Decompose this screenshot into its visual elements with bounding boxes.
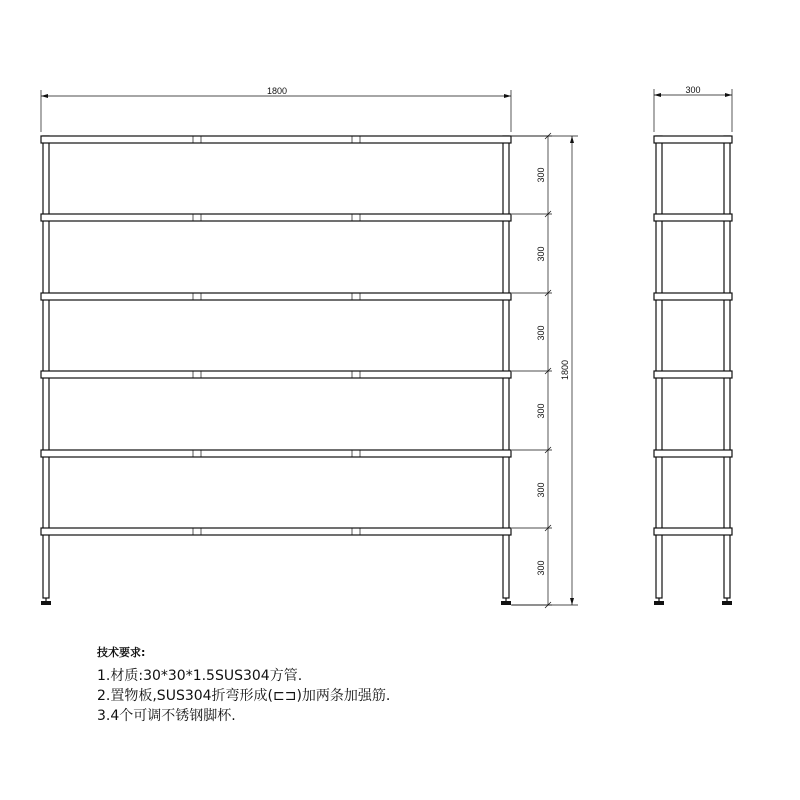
front-view xyxy=(41,136,511,605)
side-shelf xyxy=(654,371,732,378)
shelf-board xyxy=(41,293,511,300)
notes-title: 技术要求: xyxy=(97,646,146,659)
side-shelf xyxy=(654,450,732,457)
adjustable-foot xyxy=(41,601,51,605)
front-width-dimension: 1800 xyxy=(266,86,288,96)
adjustable-foot xyxy=(654,601,664,605)
side-depth-dimension: 300 xyxy=(685,85,701,95)
note-feet: 3.4个可调不锈钢脚杯. xyxy=(97,708,236,724)
front-height-dimension: 1800 xyxy=(560,359,570,381)
shelf-board xyxy=(41,136,511,143)
side-shelf xyxy=(654,528,732,535)
adjustable-foot xyxy=(722,601,732,605)
shelf-board xyxy=(41,214,511,221)
spacing-dimension: 300 xyxy=(536,167,546,183)
spacing-dimension: 300 xyxy=(536,246,546,262)
side-shelf xyxy=(654,293,732,300)
shelf-board xyxy=(41,450,511,457)
note-shelf-board: 2.置物板,SUS304折弯形成(⊏⊐)加两条加强筋. xyxy=(97,688,391,704)
shelf-board xyxy=(41,528,511,535)
side-shelf xyxy=(654,136,732,143)
spacing-dimension: 300 xyxy=(536,403,546,419)
spacing-dimension: 300 xyxy=(536,325,546,341)
side-shelf xyxy=(654,214,732,221)
technical-requirements xyxy=(97,644,390,726)
spacing-dimension: 300 xyxy=(536,560,546,576)
spacing-dimension: 300 xyxy=(536,482,546,498)
adjustable-foot xyxy=(501,601,511,605)
note-material: 1.材质:30*30*1.5SUS304方管. xyxy=(97,668,303,684)
shelf-board xyxy=(41,371,511,378)
side-view xyxy=(654,136,732,605)
